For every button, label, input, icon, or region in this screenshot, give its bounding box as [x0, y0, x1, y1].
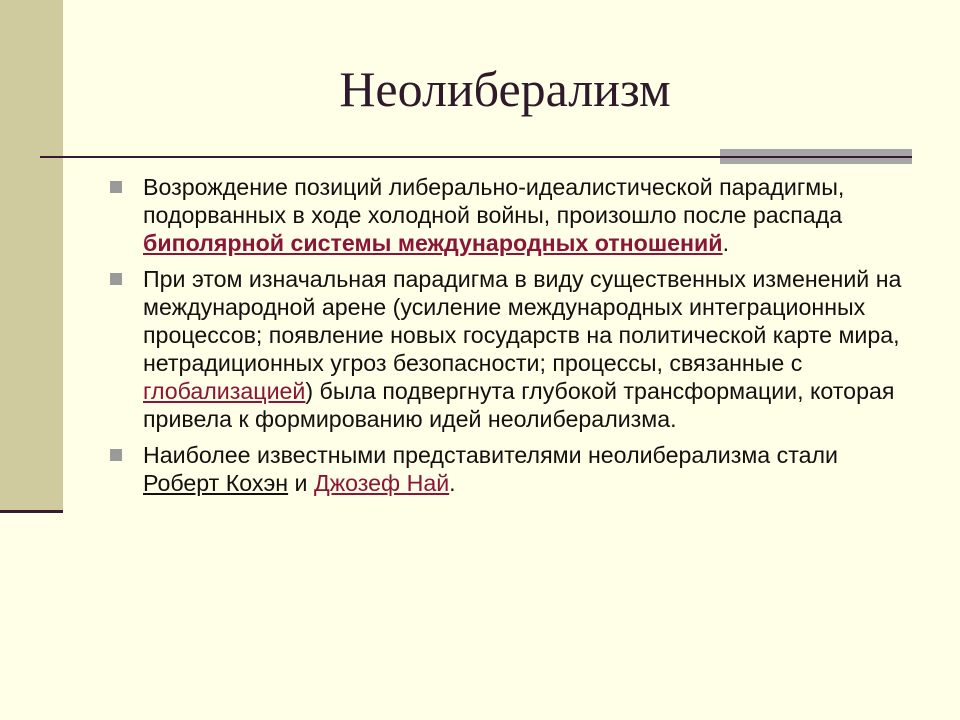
bullet-3-conjunction: и	[288, 470, 314, 496]
bullet-item-2	[108, 265, 918, 433]
globalization-link[interactable]: глобализацией	[143, 378, 306, 404]
bullet-item-3	[108, 441, 918, 497]
bullet-item-1	[108, 173, 918, 257]
bullet-3-end: .	[449, 470, 456, 496]
bullet-1-end: .	[722, 230, 730, 256]
title-accent-bar	[720, 149, 912, 164]
joseph-nye-link[interactable]: Джозеф Най	[313, 470, 450, 496]
bullet-2-text: При этом изначальная парадигма в виду существенных изменений на международной арене (усиление международных интеграционных процессов; появление новых государств на политической карте мира, нетрадиционных угроз безопасности; процессы, связанные с	[143, 266, 902, 376]
square-bullet-icon	[110, 273, 122, 285]
bullet-list	[108, 173, 918, 505]
bipolar-system-link[interactable]: биполярной системы международных отношений	[143, 230, 723, 256]
square-bullet-icon	[110, 449, 122, 461]
bullet-1-text: Возрождение позиций либерально-идеалистической парадигмы, подорванных в ходе холодной войны, произошло после распада	[143, 174, 845, 228]
bullet-2-end: ) была подвергнута глубокой трансформации, которая привела к формированию идей неолиберализма.	[143, 378, 895, 432]
robert-keohane-link[interactable]: Роберт Кохэн	[143, 470, 289, 496]
slide-title: Неолиберализм	[339, 61, 671, 117]
side-band-divider	[0, 510, 63, 513]
bullet-3-text: Наиболее известными представителями неолиберализма стали	[143, 442, 838, 468]
square-bullet-icon	[110, 181, 122, 193]
